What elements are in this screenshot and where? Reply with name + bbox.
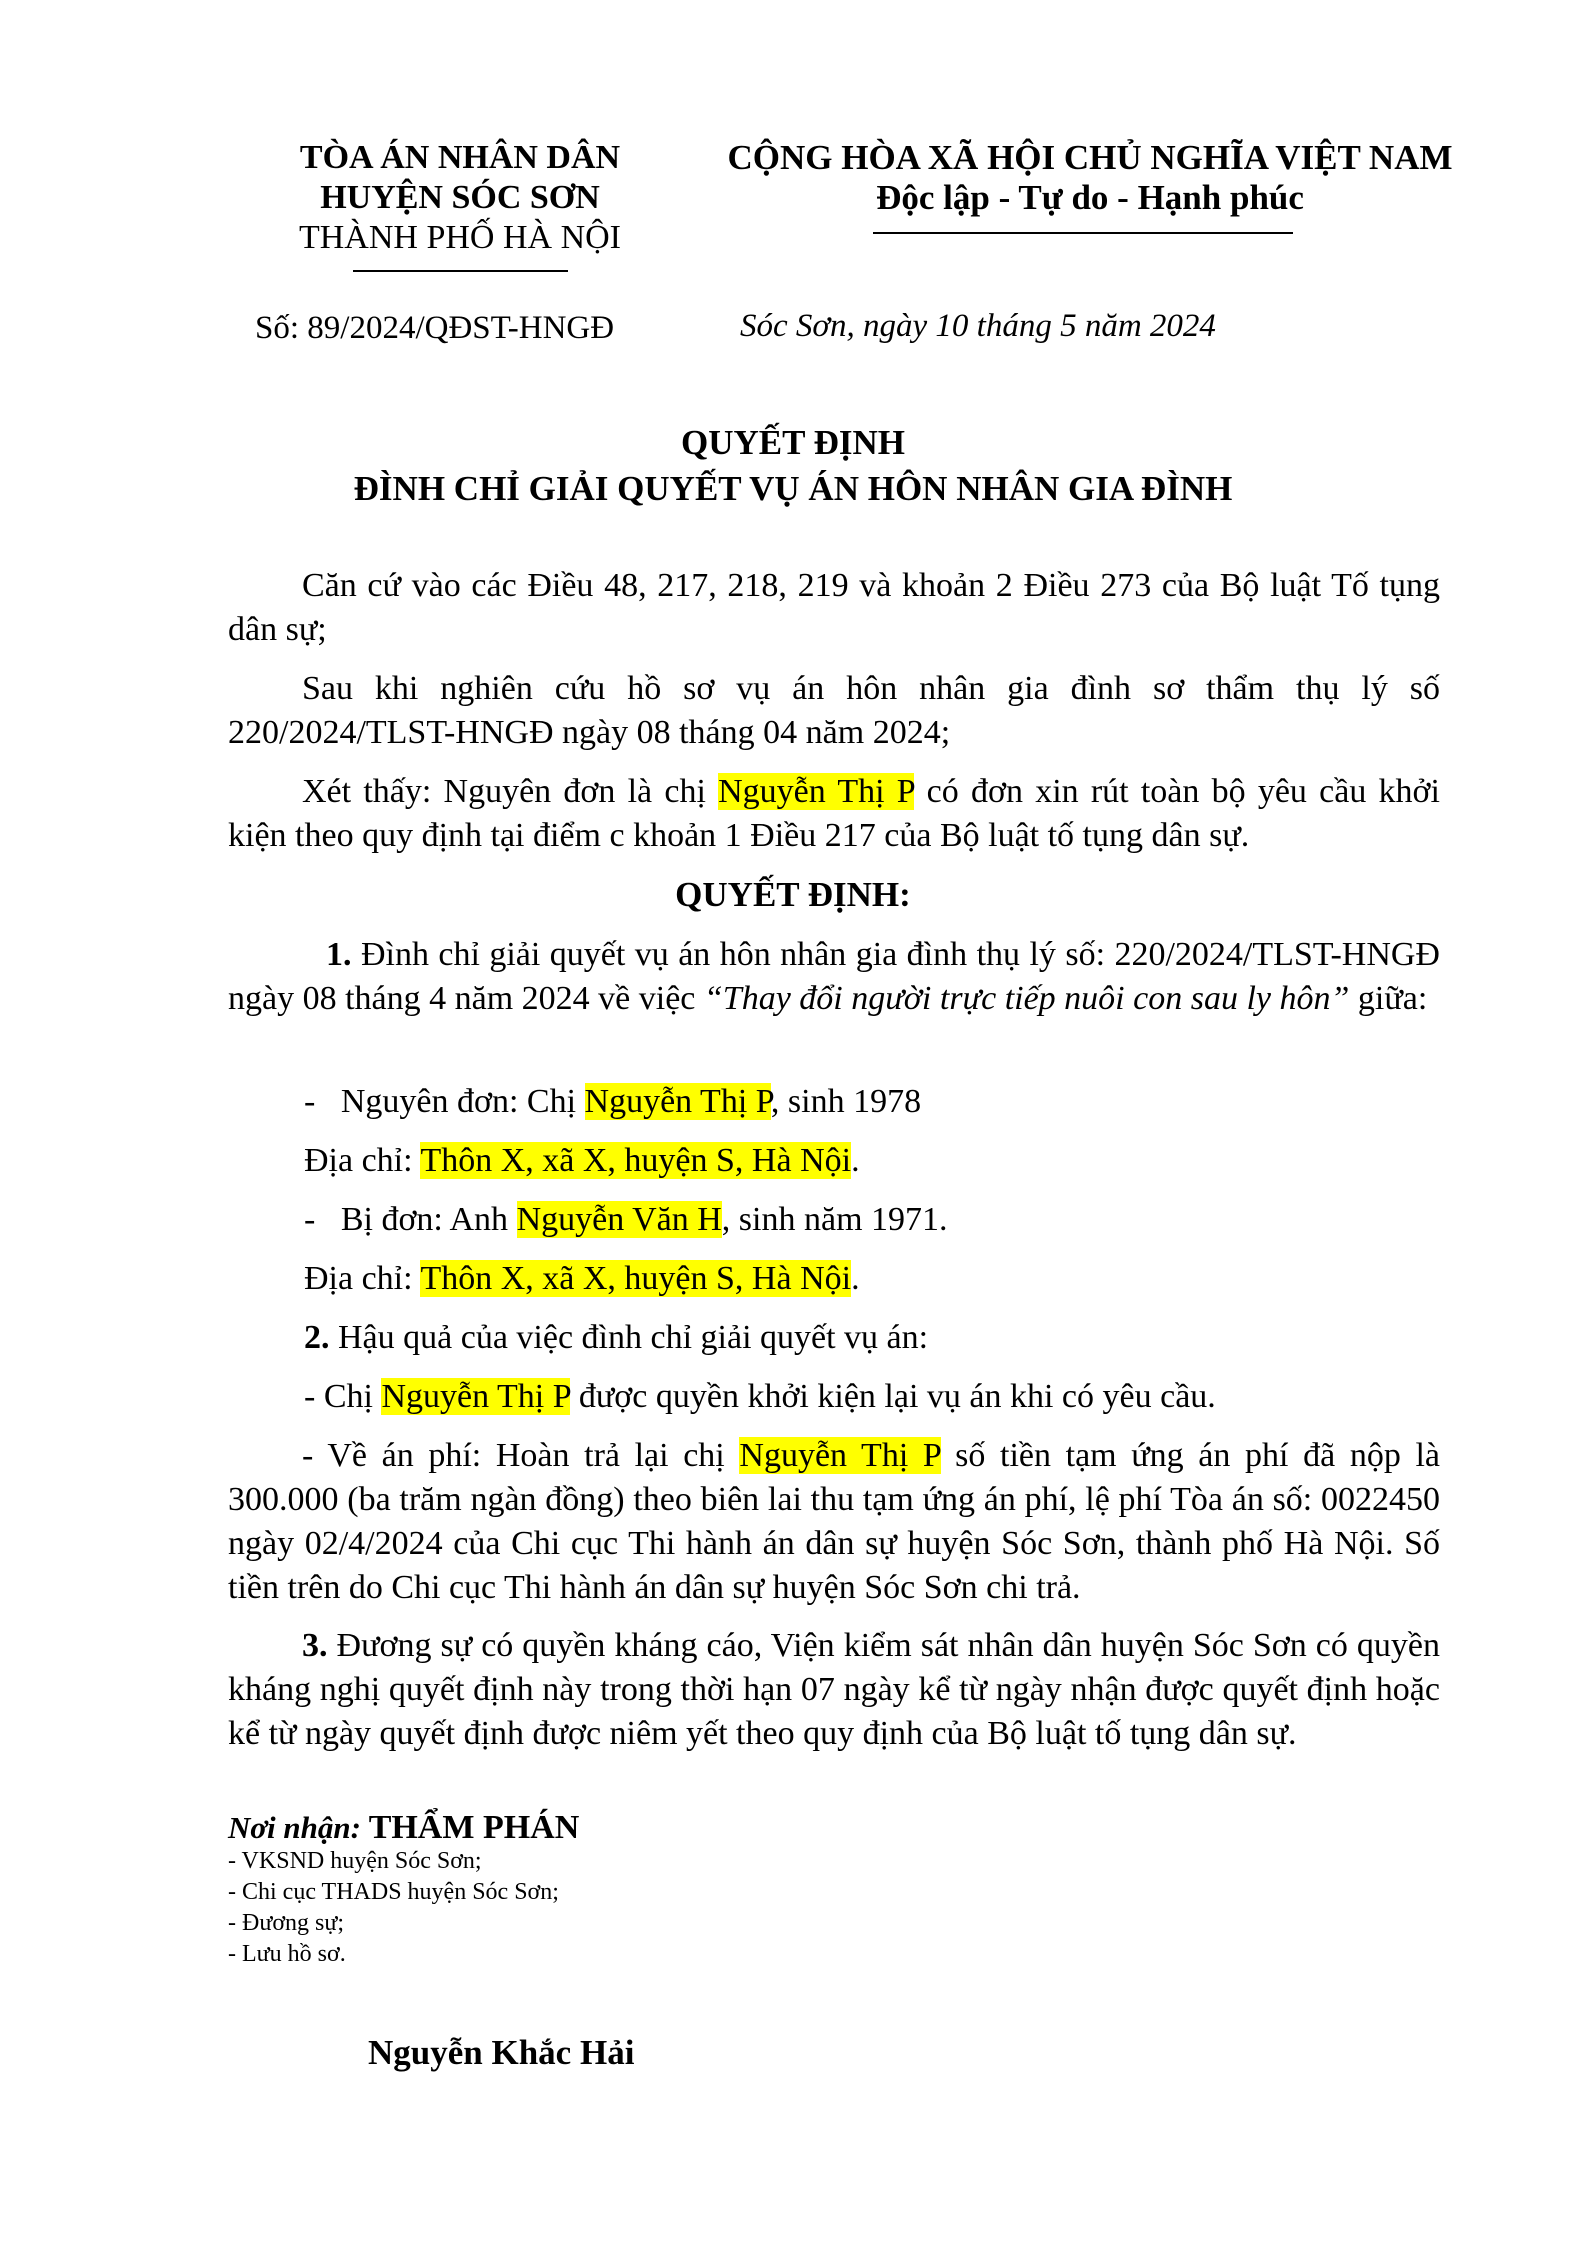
consequence-text: - Chị bbox=[304, 1378, 382, 1415]
recipient-item: - Chi cục THADS huyện Sóc Sơn; bbox=[228, 1879, 559, 1905]
judge-label: THẨM PHÁN bbox=[368, 1809, 580, 1846]
recipients-list bbox=[228, 1846, 559, 1970]
plaintiff-name-highlight: Nguyễn Thị P bbox=[381, 1378, 571, 1415]
document-number: Số: 89/2024/QĐST-HNGĐ bbox=[255, 310, 615, 346]
decision-item-2-heading bbox=[304, 1316, 1444, 1360]
national-motto-block bbox=[700, 138, 1480, 218]
address-label: Địa chỉ: bbox=[304, 1142, 421, 1179]
recipients-label: Nơi nhận: bbox=[228, 1810, 361, 1845]
court-underline bbox=[353, 270, 568, 272]
document-subtitle: ĐÌNH CHỈ GIẢI QUYẾT VỤ ÁN HÔN NHÂN GIA ĐÌNH bbox=[353, 469, 1233, 508]
court-block bbox=[250, 138, 670, 258]
recipient-item: - Đương sự; bbox=[228, 1910, 345, 1936]
consequence-text: số tiền tạm ứng án phí đã nộp là 300.000 (ba trăm ngàn đồng) theo biên lai thu tạm ứng án phí, lệ phí Tòa án số: 0022450 ngày 02/4/2024 của Chi cục Thi hành án dân sự huyện Sóc Sơn, thành phố Hà Nội. Số tiền trên do Chi cục Thi hành án dân sự huyện Sóc Sơn chi trả. bbox=[228, 1437, 1440, 1606]
plaintiff-line bbox=[304, 1080, 1444, 1124]
consequence-2 bbox=[228, 1434, 1440, 1610]
plaintiff-name-highlight: Nguyễn Thị P bbox=[718, 773, 915, 810]
decision-item-3 bbox=[228, 1624, 1440, 1756]
document-title: QUYẾT ĐỊNH bbox=[681, 423, 905, 462]
plaintiff-address-line bbox=[304, 1139, 1444, 1183]
case-subject: “Thay đổi người trực tiếp nuôi con sau ly hôn” bbox=[703, 980, 1350, 1017]
defendant-address-line bbox=[304, 1257, 1444, 1301]
plaintiff-name-highlight: Nguyễn Thị P bbox=[584, 1083, 771, 1120]
defendant-name-highlight: Nguyễn Văn H bbox=[516, 1201, 722, 1238]
item-text: Đương sự có quyền kháng cáo, Viện kiểm sát nhân dân huyện Sóc Sơn có quyền kháng nghị quyết định này trong thời hạn 07 ngày kể từ ngày nhận được quyết định hoặc kể từ ngày quyết định được niêm yết theo quy định của Bộ luật tố tụng dân sự. bbox=[228, 1627, 1440, 1752]
signer-name: Nguyễn Khắc Hải bbox=[368, 2033, 635, 2072]
plaintiff-birth: , sinh 1978 bbox=[770, 1083, 922, 1120]
plaintiff-address-highlight: Thôn X, xã X, huyện S, Hà Nội bbox=[420, 1142, 852, 1179]
court-name-line1: TÒA ÁN NHÂN DÂN bbox=[299, 139, 621, 176]
motto: Độc lập - Tự do - Hạnh phúc bbox=[876, 178, 1304, 217]
defendant-address-highlight: Thôn X, xã X, huyện S, Hà Nội bbox=[420, 1260, 852, 1297]
decision-item-1 bbox=[228, 933, 1440, 1021]
nation-name: CỘNG HÒA XÃ HỘI CHỦ NGHĨA VIỆT NAM bbox=[727, 138, 1453, 177]
consequence-1 bbox=[304, 1375, 1444, 1419]
item-text: Đình chỉ giải quyết vụ án hôn nhân gia đình thụ lý số: 220/2024/TLST-HNGĐ ngày 08 tháng 4 năm 2024 về việc bbox=[228, 936, 1440, 1017]
court-name-line3: THÀNH PHỐ HÀ NỘI bbox=[298, 219, 622, 256]
preamble-text: Xét thấy: Nguyên đơn là chị bbox=[302, 773, 719, 810]
item-number: 2. bbox=[304, 1319, 330, 1356]
recipient-item: - Lưu hồ sơ. bbox=[228, 1941, 346, 1967]
plaintiff-label: - Nguyên đơn: Chị bbox=[304, 1083, 585, 1120]
defendant-line bbox=[304, 1198, 1444, 1242]
defendant-birth: , sinh năm 1971. bbox=[721, 1201, 948, 1238]
item-number: 3. bbox=[302, 1627, 328, 1664]
court-name-line2: HUYỆN SÓC SƠN bbox=[320, 179, 600, 216]
recipient-item: - VKSND huyện Sóc Sơn; bbox=[228, 1848, 482, 1874]
address-period: . bbox=[851, 1142, 860, 1179]
motto-underline bbox=[873, 232, 1293, 234]
consequence-text: - Về án phí: Hoàn trả lại chị bbox=[302, 1437, 740, 1474]
item-number: 1. bbox=[326, 936, 352, 973]
defendant-label: - Bị đơn: Anh bbox=[304, 1201, 517, 1238]
preamble-text: có đơn xin rút toàn bộ yêu cầu khởi kiện theo quy định tại điểm c khoản 1 Điều 217 của Bộ luật tố tụng dân sự. bbox=[228, 773, 1440, 854]
address-label: Địa chỉ: bbox=[304, 1260, 421, 1297]
item-text: giữa: bbox=[1349, 980, 1428, 1017]
preamble-paragraph-3 bbox=[228, 770, 1440, 858]
preamble-paragraph-2: Sau khi nghiên cứu hồ sơ vụ án hôn nhân gia đình sơ thẩm thụ lý số 220/2024/TLST-HNGĐ ngày 08 tháng 04 năm 2024; bbox=[228, 670, 1440, 751]
preamble-paragraph-1: Căn cứ vào các Điều 48, 217, 218, 219 và khoản 2 Điều 273 của Bộ luật Tố tụng dân sự; bbox=[228, 567, 1440, 648]
address-period: . bbox=[851, 1260, 860, 1297]
decision-heading: QUYẾT ĐỊNH: bbox=[675, 875, 911, 914]
plaintiff-name-highlight: Nguyễn Thị P bbox=[739, 1437, 941, 1474]
consequence-text: được quyền khởi kiện lại vụ án khi có yêu cầu. bbox=[570, 1378, 1216, 1415]
place-and-date: Sóc Sơn, ngày 10 tháng 5 năm 2024 bbox=[740, 308, 1216, 344]
item-heading: Hậu quả của việc đình chỉ giải quyết vụ án: bbox=[329, 1319, 929, 1356]
recipients-header bbox=[228, 1810, 579, 1846]
